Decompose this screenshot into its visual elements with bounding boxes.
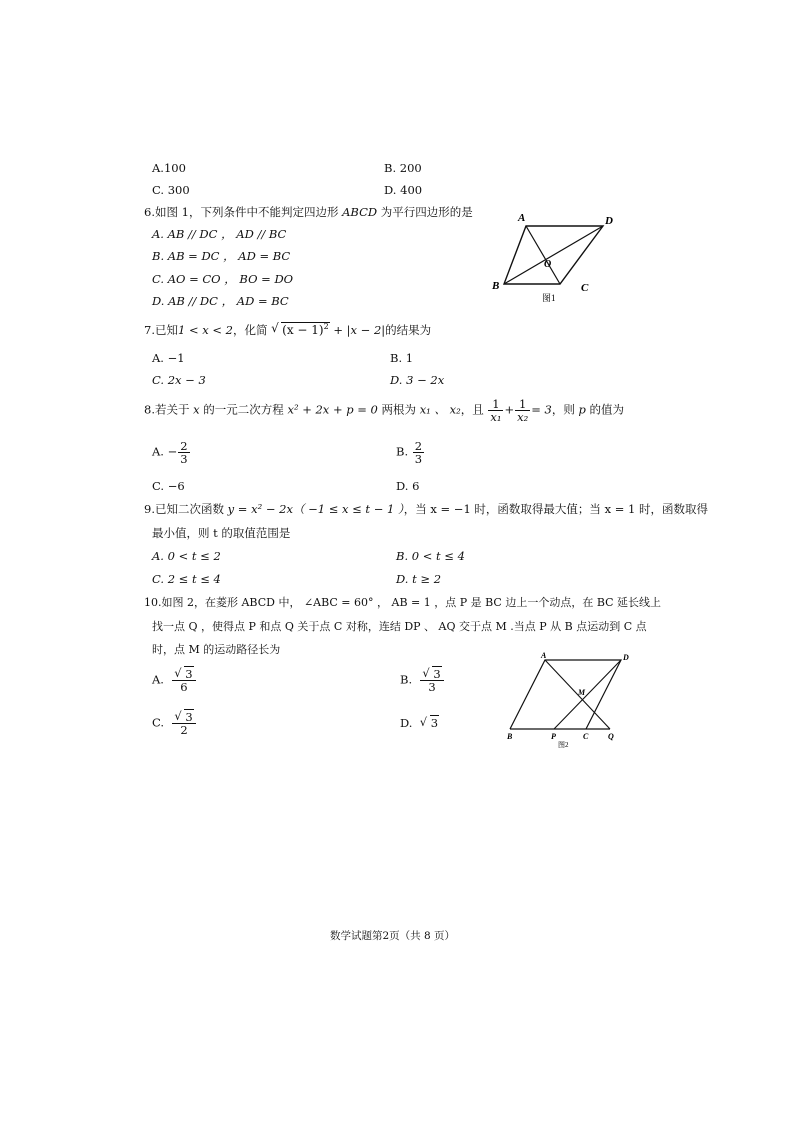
q8-stem-post: 的值为 bbox=[585, 402, 625, 417]
q7-simplify: ，化简 bbox=[233, 323, 268, 337]
q10-option-b bbox=[400, 668, 445, 693]
q10-option-a bbox=[152, 668, 197, 693]
q8-option-a-den: 3 bbox=[180, 452, 188, 467]
q10-option-b-radicand: 3 bbox=[433, 667, 441, 681]
q10-figure-caption: 图2 bbox=[558, 741, 569, 749]
q8-option-c: C. −6 bbox=[152, 479, 185, 493]
q7-option-d: D. 3 − 2x bbox=[390, 373, 445, 387]
q10-option-a-label: A. bbox=[152, 672, 164, 687]
q8-plus: + bbox=[504, 402, 515, 417]
q10-option-b-label: B. bbox=[400, 672, 413, 687]
q8-option-b-den: 3 bbox=[414, 452, 423, 467]
q6-figure-caption: 图1 bbox=[542, 293, 556, 303]
q8-frac-2-num: 1 bbox=[515, 398, 530, 411]
q9-stem-line2: 最小值，则 t 的取值范围是 bbox=[152, 526, 291, 540]
q8-var-p: p bbox=[578, 402, 586, 417]
q6-label-b: B bbox=[492, 280, 500, 292]
q8-frac-1-num: 1 bbox=[488, 398, 503, 411]
q8-option-b-frac bbox=[413, 440, 424, 465]
q6-stem bbox=[144, 206, 473, 220]
q8-option-b-label: B. bbox=[396, 444, 409, 459]
q5-option-c: C. 300 bbox=[152, 183, 190, 197]
q6-label-c: C bbox=[581, 282, 589, 294]
q10-stem-line1: 10.如图 2，在菱形 ABCD 中， ∠ABC = 60° ， AB = 1 ，点 P 是 BC 边上一个动点，在 BC 延长线上 bbox=[144, 596, 662, 609]
q9-option-c: C. 2 ≤ t ≤ 4 bbox=[152, 572, 221, 586]
q8-option-a-num: 2 bbox=[180, 439, 188, 453]
q7-radicand: (x − 1) bbox=[282, 323, 324, 337]
q10-label-d: D bbox=[623, 653, 629, 662]
q10-option-c-radicand: 3 bbox=[185, 710, 193, 724]
q5-option-a: A.100 bbox=[152, 161, 186, 175]
q7-option-b: B. 1 bbox=[390, 351, 414, 365]
q8-frac-1-den: x₁ bbox=[490, 410, 502, 425]
q10-option-d-radicand: 3 bbox=[430, 716, 439, 730]
q8-option-a-frac bbox=[178, 440, 189, 465]
q6-label-a: A bbox=[518, 212, 526, 224]
q9-line1-pre: 9.已知二次函数 bbox=[144, 502, 228, 516]
q6-figure bbox=[480, 205, 630, 310]
q8-then-text: ，则 bbox=[551, 402, 579, 417]
q6-option-c: C. AO = CO ， BO = DO bbox=[152, 272, 294, 286]
q10-figure bbox=[500, 650, 640, 750]
segment-dp bbox=[554, 660, 621, 729]
q8-option-a-label: A. − bbox=[152, 444, 178, 459]
q10-option-a-den: 6 bbox=[180, 680, 188, 695]
q10-label-b: B bbox=[507, 732, 513, 741]
q9-domain: （ −1 ≤ x ≤ t − 1 ） bbox=[292, 502, 404, 516]
q8-stem bbox=[144, 398, 624, 423]
q6-option-b: B. AB = DC ， AD = BC bbox=[152, 249, 291, 263]
q7-option-a: A. −1 bbox=[152, 351, 185, 365]
q10-stem-line3: 时，点 M 的运动路径长为 bbox=[152, 643, 281, 656]
q8-option-d: D. 6 bbox=[396, 479, 420, 493]
q8-stem-pre: 8.若关于 bbox=[144, 402, 194, 417]
q10-option-c bbox=[152, 711, 197, 736]
rhombus-abcd bbox=[510, 660, 621, 729]
q6-option-d: D. AB // DC ， AD = BC bbox=[152, 294, 289, 308]
q6-stem-var: ABCD bbox=[342, 205, 378, 219]
q6-option-a: A. AB // DC ， AD // BC bbox=[152, 227, 287, 241]
q8-frac-1 bbox=[488, 398, 503, 423]
q7-condition: 1 < x < 2 bbox=[177, 323, 233, 337]
q9-stem-line1 bbox=[144, 503, 708, 517]
q10-option-c-rad bbox=[174, 711, 193, 723]
q8-roots: x₁ 、 x₂ bbox=[419, 402, 461, 417]
q10-option-a-frac bbox=[172, 668, 195, 693]
q8-option-a bbox=[152, 440, 191, 465]
diagonal-bd bbox=[504, 226, 603, 284]
q6-label-d: D bbox=[605, 215, 613, 227]
q8-and-text: ，且 bbox=[460, 402, 484, 417]
page-footer: 数学试题第2页（共 8 页） bbox=[330, 930, 456, 942]
q8-option-b-num: 2 bbox=[414, 439, 423, 453]
q8-option-b bbox=[396, 440, 425, 465]
q6-label-o: O bbox=[544, 259, 552, 270]
q10-label-p: P bbox=[551, 732, 556, 741]
q10-option-c-den: 2 bbox=[180, 723, 188, 738]
q7-stem bbox=[144, 322, 431, 338]
q7-stem-pre: 7.已知 bbox=[144, 323, 178, 337]
q10-label-c: C bbox=[583, 732, 589, 741]
q10-label-a: A bbox=[541, 651, 547, 660]
q6-stem-pre: 6.如图 1，下列条件中不能判定四边形 bbox=[144, 205, 343, 219]
q9-function: y = x² − 2x bbox=[227, 502, 293, 516]
q10-option-d-rad bbox=[420, 718, 439, 730]
q10-option-c-frac bbox=[172, 711, 195, 736]
q9-option-d: D. t ≥ 2 bbox=[396, 572, 442, 586]
q10-option-b-den: 3 bbox=[428, 680, 436, 695]
q5-option-b: B. 200 bbox=[384, 161, 422, 175]
q8-roots-text: 两根为 bbox=[377, 402, 420, 417]
diagonal-ac bbox=[526, 226, 560, 284]
q8-eq3: = 3 bbox=[531, 402, 552, 417]
q10-stem-line2: 找一点 Q ，使得点 P 和点 Q 关于点 C 对称，连结 DP 、 AQ 交于点 M .当点 P 从 B 点运动到 C 点 bbox=[152, 620, 647, 633]
q10-option-c-label: C. bbox=[152, 715, 165, 730]
q9-line1-mid: ，当 x = −1 时，函数取得最大值；当 x = 1 时，函数取得 bbox=[403, 502, 708, 516]
q10-label-m: M bbox=[578, 688, 586, 697]
q7-radical bbox=[271, 322, 330, 337]
q9-option-a: A. 0 < t ≤ 2 bbox=[152, 549, 221, 563]
q7-power: 2 bbox=[323, 322, 329, 331]
q7-option-c: C. 2x − 3 bbox=[152, 373, 206, 387]
q10-option-a-radicand: 3 bbox=[185, 667, 193, 681]
q8-frac-2-den: x₂ bbox=[517, 410, 529, 425]
q10-option-d bbox=[400, 718, 439, 730]
q8-frac-2 bbox=[515, 398, 530, 423]
q8-equation: x² + 2x + p = 0 bbox=[287, 402, 378, 417]
q7-abs-part: + |x − 2| bbox=[333, 323, 386, 337]
q8-stem-mid: 的一元二次方程 bbox=[199, 402, 288, 417]
q10-option-b-rad bbox=[422, 668, 441, 680]
q9-option-b: B. 0 < t ≤ 4 bbox=[396, 549, 465, 563]
q10-option-b-frac bbox=[420, 668, 443, 693]
q8-var-x: x bbox=[193, 402, 200, 417]
q7-stem-post: 的结果为 bbox=[385, 323, 432, 337]
q10-label-q: Q bbox=[608, 732, 614, 741]
q6-stem-post: 为平行四边形的是 bbox=[377, 205, 473, 219]
q10-option-d-label: D. bbox=[400, 716, 413, 730]
q5-option-d: D. 400 bbox=[384, 183, 423, 197]
q10-option-a-rad bbox=[174, 668, 193, 680]
